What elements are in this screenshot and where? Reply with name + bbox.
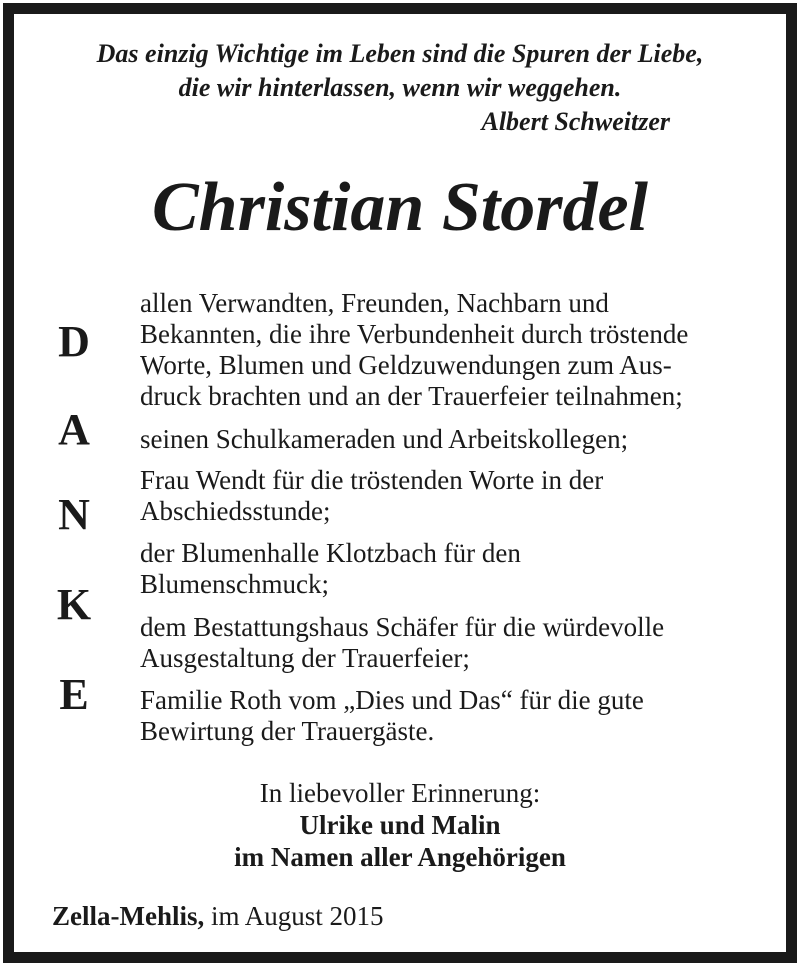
thanks-line: Worte, Blumen und Geldzuwendungen zum Aus- bbox=[140, 350, 672, 380]
closing-on-behalf: im Namen aller Angehörigen bbox=[234, 842, 566, 872]
thanks-line: Bekannten, die ihre Verbundenheit durch tröstende bbox=[140, 319, 689, 349]
thanks-line: Blumenschmuck; bbox=[140, 569, 329, 599]
danke-letter-d: D bbox=[58, 317, 90, 366]
danke-letter-n: N bbox=[58, 490, 90, 539]
thanks-line: Familie Roth vom „Dies und Das“ für die gute bbox=[140, 685, 644, 715]
thanks-line: allen Verwandten, Freunden, Nachbarn und bbox=[140, 288, 609, 318]
deceased-name: Christian Stordel bbox=[151, 169, 648, 246]
thanks-line: Frau Wendt für die tröstenden Worte in der bbox=[140, 465, 604, 495]
thanks-line: seinen Schulkameraden und Arbeitskollegen; bbox=[140, 424, 629, 454]
quote-line-1: Das einzig Wichtige im Leben sind die Spuren der Liebe, bbox=[96, 39, 704, 68]
thanks-line: dem Bestattungshaus Schäfer für die würdevolle bbox=[140, 612, 665, 642]
closing-names: Ulrike und Malin bbox=[299, 810, 501, 840]
danke-letter-a: A bbox=[58, 405, 90, 454]
danke-letter-e: E bbox=[59, 670, 89, 719]
quote-author: Albert Schweitzer bbox=[481, 107, 670, 136]
footer-place: Zella-Mehlis, bbox=[52, 901, 205, 931]
footer-date: im August 2015 bbox=[210, 901, 384, 931]
thanks-line: Bewirtung der Trauergäste. bbox=[140, 716, 435, 746]
closing-intro: In liebevoller Erinnerung: bbox=[259, 778, 541, 808]
thanks-line: Abschiedsstunde; bbox=[140, 496, 331, 526]
footer-place-date bbox=[52, 900, 384, 932]
thanks-line: der Blumenhalle Klotzbach für den bbox=[140, 538, 521, 568]
danke-letter-k: K bbox=[56, 580, 92, 629]
thanks-line: Ausgestaltung der Trauerfeier; bbox=[140, 643, 470, 673]
quote-line-2: die wir hinterlassen, wenn wir weggehen. bbox=[178, 73, 622, 102]
thanks-line: druck brachten und an der Trauerfeier teilnahmen; bbox=[140, 381, 683, 411]
